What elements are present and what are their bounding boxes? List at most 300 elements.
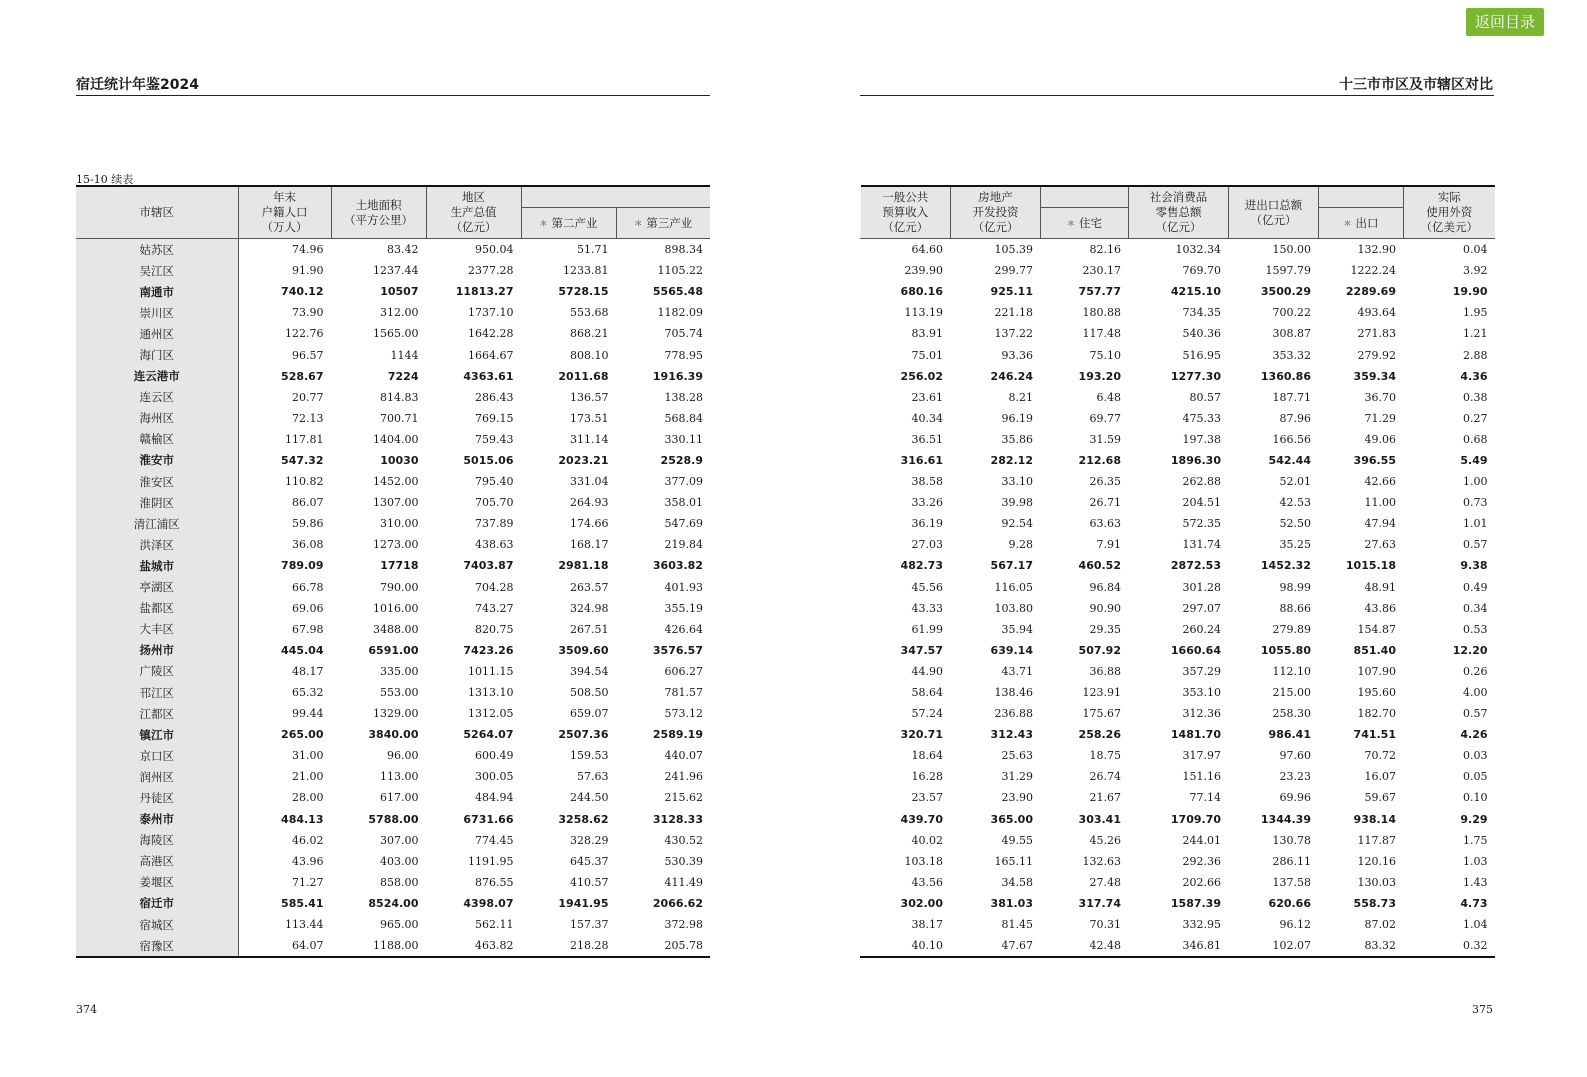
table-cell: 0.57 bbox=[1463, 707, 1488, 721]
table-row bbox=[861, 830, 1495, 851]
table-cell: 553.68 bbox=[570, 306, 609, 320]
table-row bbox=[861, 492, 1495, 513]
table-cell: 507.92 bbox=[1078, 643, 1121, 657]
table-cell: 1144 bbox=[390, 348, 419, 362]
table-cell: 33.26 bbox=[911, 496, 943, 510]
table-cell: 308.87 bbox=[1272, 327, 1311, 341]
table-cell: 262.88 bbox=[1182, 475, 1221, 489]
table-cell: 7423.26 bbox=[463, 643, 514, 657]
table-cell: 530.39 bbox=[664, 854, 703, 868]
table-cell: 1313.10 bbox=[468, 686, 514, 700]
district-name: 宿豫区 bbox=[76, 935, 238, 957]
table-cell: 99.44 bbox=[292, 707, 324, 721]
table-cell: 96.00 bbox=[387, 749, 419, 763]
table-cell: 938.14 bbox=[1353, 812, 1396, 826]
table-row bbox=[861, 661, 1495, 682]
col-header-district: 市辖区 bbox=[76, 186, 238, 239]
district-name: 江都区 bbox=[76, 703, 238, 724]
table-row bbox=[76, 239, 710, 261]
table-cell: 202.66 bbox=[1182, 875, 1221, 889]
table-cell: 6731.66 bbox=[463, 812, 514, 826]
district-name: 姑苏区 bbox=[76, 239, 238, 261]
table-cell: 9.38 bbox=[1460, 559, 1488, 573]
table-cell: 547.32 bbox=[281, 453, 324, 467]
back-to-contents-button[interactable]: 返回目录 bbox=[1466, 8, 1544, 36]
table-cell: 258.26 bbox=[1078, 728, 1121, 742]
table-cell: 157.37 bbox=[570, 918, 609, 932]
table-cell: 558.73 bbox=[1353, 896, 1396, 910]
table-cell: 0.53 bbox=[1463, 622, 1488, 636]
table-cell: 154.87 bbox=[1357, 622, 1396, 636]
table-cell: 790.00 bbox=[380, 580, 419, 594]
table-cell: 138.28 bbox=[664, 390, 703, 404]
table-cell: 26.71 bbox=[1089, 496, 1121, 510]
district-name: 姜堰区 bbox=[76, 872, 238, 893]
table-cell: 16.07 bbox=[1364, 770, 1396, 784]
table-cell: 585.41 bbox=[281, 896, 324, 910]
table-cell: 700.71 bbox=[380, 411, 419, 425]
district-name: 扬州市 bbox=[76, 640, 238, 661]
district-name: 清江浦区 bbox=[76, 513, 238, 534]
table-cell: 567.17 bbox=[990, 559, 1033, 573]
table-cell: 182.70 bbox=[1357, 707, 1396, 721]
table-row bbox=[861, 724, 1495, 745]
table-cell: 96.12 bbox=[1279, 918, 1311, 932]
table-cell: 35.94 bbox=[1001, 622, 1033, 636]
table-cell: 17718 bbox=[380, 559, 419, 573]
right-data-table bbox=[860, 185, 1495, 958]
table-cell: 396.55 bbox=[1353, 453, 1396, 467]
table-cell: 42.66 bbox=[1364, 475, 1396, 489]
table-cell: 1344.39 bbox=[1260, 812, 1311, 826]
table-cell: 645.37 bbox=[570, 854, 609, 868]
table-cell: 540.36 bbox=[1182, 327, 1221, 341]
table-cell: 320.71 bbox=[900, 728, 943, 742]
col-header-budget-revenue: 一般公共 预算收入 （亿元） bbox=[861, 186, 951, 239]
table-cell: 239.90 bbox=[904, 264, 943, 278]
table-cell: 7224 bbox=[387, 369, 419, 383]
table-cell: 740.12 bbox=[281, 285, 324, 299]
table-cell: 90.90 bbox=[1089, 601, 1121, 615]
table-cell: 120.16 bbox=[1357, 854, 1396, 868]
table-row bbox=[861, 534, 1495, 555]
table-cell: 573.12 bbox=[664, 707, 703, 721]
table-cell: 359.34 bbox=[1353, 369, 1396, 383]
table-cell: 965.00 bbox=[380, 918, 419, 932]
table-cell: 2011.68 bbox=[558, 369, 609, 383]
table-cell: 700.22 bbox=[1272, 306, 1311, 320]
table-cell: 92.54 bbox=[1001, 517, 1033, 531]
table-cell: 5.49 bbox=[1460, 453, 1488, 467]
table-cell: 96.19 bbox=[1001, 411, 1033, 425]
table-cell: 1.04 bbox=[1463, 918, 1488, 932]
table-cell: 279.92 bbox=[1357, 348, 1396, 362]
table-row bbox=[76, 935, 710, 957]
table-cell: 617.00 bbox=[380, 791, 419, 805]
district-name: 淮安市 bbox=[76, 450, 238, 471]
table-cell: 67.98 bbox=[292, 622, 324, 636]
table-cell: 1.00 bbox=[1463, 475, 1488, 489]
table-row bbox=[861, 893, 1495, 914]
table-cell: 244.50 bbox=[570, 791, 609, 805]
table-cell: 1565.00 bbox=[373, 327, 419, 341]
table-cell: 197.38 bbox=[1182, 432, 1221, 446]
table-row bbox=[861, 787, 1495, 808]
left-header-rule bbox=[76, 95, 710, 96]
table-row bbox=[861, 872, 1495, 893]
table-cell: 63.63 bbox=[1089, 517, 1121, 531]
table-cell: 365.00 bbox=[990, 812, 1033, 826]
table-cell: 553.00 bbox=[380, 686, 419, 700]
table-cell: 1452.00 bbox=[373, 475, 419, 489]
table-cell: 97.60 bbox=[1279, 749, 1311, 763]
table-cell: 868.21 bbox=[570, 327, 609, 341]
table-row bbox=[76, 429, 710, 450]
table-cell: 1709.70 bbox=[1170, 812, 1221, 826]
table-cell: 312.00 bbox=[380, 306, 419, 320]
table-cell: 69.96 bbox=[1279, 791, 1311, 805]
table-cell: 166.56 bbox=[1272, 432, 1311, 446]
table-cell: 410.57 bbox=[570, 875, 609, 889]
table-cell: 36.19 bbox=[911, 517, 943, 531]
table-cell: 12.20 bbox=[1452, 643, 1488, 657]
table-cell: 46.02 bbox=[292, 833, 324, 847]
table-cell: 74.96 bbox=[238, 239, 331, 261]
table-cell: 2023.21 bbox=[558, 453, 609, 467]
col-header-realestate-group bbox=[1041, 186, 1129, 208]
table-cell: 59.67 bbox=[1364, 791, 1396, 805]
table-cell: 130.78 bbox=[1272, 833, 1311, 847]
table-cell: 5015.06 bbox=[463, 453, 514, 467]
district-name: 海州区 bbox=[76, 408, 238, 429]
table-cell: 18.75 bbox=[1089, 749, 1121, 763]
table-cell: 572.35 bbox=[1182, 517, 1221, 531]
table-row bbox=[76, 809, 710, 830]
table-cell: 1360.86 bbox=[1260, 369, 1311, 383]
table-row bbox=[76, 914, 710, 935]
table-row bbox=[76, 640, 710, 661]
table-cell: 0.05 bbox=[1463, 770, 1488, 784]
table-cell: 103.18 bbox=[904, 854, 943, 868]
table-cell: 1452.32 bbox=[1260, 559, 1311, 573]
right-header-rule bbox=[860, 95, 1494, 96]
table-cell: 49.06 bbox=[1364, 432, 1396, 446]
table-cell: 331.04 bbox=[570, 475, 609, 489]
table-cell: 48.91 bbox=[1364, 580, 1396, 594]
table-row bbox=[76, 766, 710, 787]
table-cell: 482.73 bbox=[900, 559, 943, 573]
table-cell: 47.94 bbox=[1364, 517, 1396, 531]
table-cell: 47.67 bbox=[951, 935, 1041, 957]
table-cell: 547.69 bbox=[664, 517, 703, 531]
table-cell: 204.51 bbox=[1182, 496, 1221, 510]
table-row bbox=[76, 471, 710, 492]
table-cell: 40.34 bbox=[911, 411, 943, 425]
table-cell: 117.87 bbox=[1357, 833, 1396, 847]
table-cell: 5565.48 bbox=[652, 285, 703, 299]
table-cell: 69.06 bbox=[292, 601, 324, 615]
table-row bbox=[76, 513, 710, 534]
table-cell: 358.01 bbox=[664, 496, 703, 510]
table-cell: 1015.18 bbox=[1345, 559, 1396, 573]
table-cell: 29.35 bbox=[1089, 622, 1121, 636]
table-cell: 562.11 bbox=[475, 918, 514, 932]
table-cell: 20.77 bbox=[292, 390, 324, 404]
table-cell: 898.34 bbox=[616, 239, 710, 261]
table-cell: 1587.39 bbox=[1170, 896, 1221, 910]
table-cell: 31.59 bbox=[1089, 432, 1121, 446]
table-cell: 1307.00 bbox=[373, 496, 419, 510]
table-cell: 136.57 bbox=[570, 390, 609, 404]
table-cell: 3.92 bbox=[1463, 264, 1488, 278]
district-name: 镇江市 bbox=[76, 724, 238, 745]
district-name: 高港区 bbox=[76, 851, 238, 872]
table-cell: 440.07 bbox=[664, 749, 703, 763]
table-cell: 117.81 bbox=[285, 432, 324, 446]
table-cell: 851.40 bbox=[1353, 643, 1396, 657]
table-cell: 82.16 bbox=[1041, 239, 1129, 261]
table-cell: 38.17 bbox=[911, 918, 943, 932]
table-row bbox=[861, 703, 1495, 724]
table-cell: 43.86 bbox=[1364, 601, 1396, 615]
table-cell: 3603.82 bbox=[652, 559, 703, 573]
table-cell: 769.15 bbox=[475, 411, 514, 425]
table-cell: 1737.10 bbox=[468, 306, 514, 320]
table-cell: 42.48 bbox=[1041, 935, 1129, 957]
table-row bbox=[76, 682, 710, 703]
table-cell: 93.36 bbox=[1001, 348, 1033, 362]
table-cell: 215.00 bbox=[1272, 686, 1311, 700]
table-row bbox=[861, 682, 1495, 703]
table-cell: 83.32 bbox=[1319, 935, 1404, 957]
table-cell: 1055.80 bbox=[1260, 643, 1311, 657]
district-name: 赣榆区 bbox=[76, 429, 238, 450]
table-cell: 328.29 bbox=[570, 833, 609, 847]
col-header-population: 年末 户籍人口 （万人） bbox=[238, 186, 331, 239]
table-cell: 4.36 bbox=[1460, 369, 1488, 383]
table-cell: 950.04 bbox=[426, 239, 521, 261]
table-cell: 301.28 bbox=[1182, 580, 1221, 594]
table-row bbox=[76, 893, 710, 914]
table-cell: 51.71 bbox=[521, 239, 616, 261]
table-cell: 45.26 bbox=[1089, 833, 1121, 847]
table-cell: 302.00 bbox=[900, 896, 943, 910]
table-cell: 70.72 bbox=[1364, 749, 1396, 763]
left-page-number: 374 bbox=[76, 1003, 97, 1016]
table-cell: 260.24 bbox=[1182, 622, 1221, 636]
table-row bbox=[76, 260, 710, 281]
table-cell: 159.53 bbox=[570, 749, 609, 763]
table-cell: 282.12 bbox=[990, 453, 1033, 467]
left-page-header: 宿迁统计年鉴2024 bbox=[76, 77, 199, 93]
table-row bbox=[861, 555, 1495, 576]
table-cell: 4363.61 bbox=[463, 369, 514, 383]
table-cell: 542.44 bbox=[1268, 453, 1311, 467]
table-cell: 769.70 bbox=[1182, 264, 1221, 278]
table-cell: 40.10 bbox=[861, 935, 951, 957]
table-cell: 96.57 bbox=[292, 348, 324, 362]
table-cell: 1191.95 bbox=[468, 854, 514, 868]
district-name: 吴江区 bbox=[76, 260, 238, 281]
table-cell: 2507.36 bbox=[558, 728, 609, 742]
table-cell: 705.70 bbox=[475, 496, 514, 510]
table-cell: 0.04 bbox=[1404, 239, 1495, 261]
table-cell: 743.27 bbox=[475, 601, 514, 615]
table-cell: 77.14 bbox=[1189, 791, 1221, 805]
table-cell: 1.03 bbox=[1463, 854, 1488, 868]
table-cell: 75.01 bbox=[911, 348, 943, 362]
table-cell: 1896.30 bbox=[1170, 453, 1221, 467]
table-cell: 193.20 bbox=[1078, 369, 1121, 383]
table-cell: 81.45 bbox=[1001, 918, 1033, 932]
table-cell: 87.02 bbox=[1364, 918, 1396, 932]
district-name: 宿迁市 bbox=[76, 893, 238, 914]
table-cell: 528.67 bbox=[281, 369, 324, 383]
table-cell: 734.35 bbox=[1182, 306, 1221, 320]
table-cell: 741.51 bbox=[1353, 728, 1396, 742]
table-cell: 3258.62 bbox=[558, 812, 609, 826]
table-cell: 1642.28 bbox=[468, 327, 514, 341]
table-cell: 11.00 bbox=[1364, 496, 1396, 510]
col-header-trade-group bbox=[1319, 186, 1404, 208]
table-cell: 620.66 bbox=[1268, 896, 1311, 910]
district-name: 南通市 bbox=[76, 281, 238, 302]
table-row bbox=[76, 408, 710, 429]
table-cell: 876.55 bbox=[475, 875, 514, 889]
table-cell: 221.18 bbox=[994, 306, 1033, 320]
table-cell: 394.54 bbox=[570, 664, 609, 678]
table-cell: 52.50 bbox=[1279, 517, 1311, 531]
table-cell: 105.39 bbox=[951, 239, 1041, 261]
table-row bbox=[76, 366, 710, 387]
table-cell: 18.64 bbox=[911, 749, 943, 763]
table-cell: 2289.69 bbox=[1345, 285, 1396, 299]
table-row bbox=[861, 302, 1495, 323]
table-row bbox=[76, 872, 710, 893]
table-cell: 44.90 bbox=[911, 664, 943, 678]
table-cell: 0.10 bbox=[1463, 791, 1488, 805]
table-cell: 3500.29 bbox=[1260, 285, 1311, 299]
table-cell: 0.73 bbox=[1463, 496, 1488, 510]
table-cell: 2872.53 bbox=[1170, 559, 1221, 573]
table-row bbox=[861, 450, 1495, 471]
table-cell: 0.57 bbox=[1463, 538, 1488, 552]
table-cell: 80.57 bbox=[1189, 390, 1221, 404]
col-header-trade-total: 进出口总额 （亿元） bbox=[1229, 186, 1319, 239]
district-name: 大丰区 bbox=[76, 619, 238, 640]
table-cell: 43.71 bbox=[1001, 664, 1033, 678]
table-cell: 103.80 bbox=[994, 601, 1033, 615]
table-cell: 312.43 bbox=[990, 728, 1033, 742]
table-row bbox=[76, 534, 710, 555]
table-cell: 377.09 bbox=[664, 475, 703, 489]
table-row bbox=[861, 745, 1495, 766]
table-cell: 1597.79 bbox=[1265, 264, 1311, 278]
table-row bbox=[76, 598, 710, 619]
table-cell: 96.84 bbox=[1089, 580, 1121, 594]
district-name: 崇川区 bbox=[76, 302, 238, 323]
table-cell: 1941.95 bbox=[558, 896, 609, 910]
table-row bbox=[861, 239, 1495, 261]
table-cell: 303.41 bbox=[1078, 812, 1121, 826]
table-cell: 219.84 bbox=[664, 538, 703, 552]
table-cell: 28.00 bbox=[292, 791, 324, 805]
col-header-retail-sales: 社会消费品 零售总额 （亿元） bbox=[1129, 186, 1229, 239]
col-header-land-area: 土地面积 （平方公里） bbox=[331, 186, 426, 239]
table-cell: 0.26 bbox=[1463, 664, 1488, 678]
table-cell: 279.89 bbox=[1272, 622, 1311, 636]
table-cell: 508.50 bbox=[570, 686, 609, 700]
table-cell: 112.10 bbox=[1272, 664, 1311, 678]
table-cell: 212.68 bbox=[1078, 453, 1121, 467]
table-cell: 66.78 bbox=[292, 580, 324, 594]
table-cell: 43.56 bbox=[911, 875, 943, 889]
table-cell: 236.88 bbox=[994, 707, 1033, 721]
table-cell: 789.09 bbox=[281, 559, 324, 573]
table-row bbox=[861, 281, 1495, 302]
table-cell: 430.52 bbox=[664, 833, 703, 847]
table-cell: 475.33 bbox=[1182, 411, 1221, 425]
table-cell: 86.07 bbox=[292, 496, 324, 510]
table-cell: 35.86 bbox=[1001, 432, 1033, 446]
table-cell: 286.43 bbox=[475, 390, 514, 404]
table-cell: 1188.00 bbox=[331, 935, 426, 957]
table-row bbox=[76, 745, 710, 766]
table-row bbox=[861, 577, 1495, 598]
table-cell: 1660.64 bbox=[1170, 643, 1221, 657]
table-cell: 795.40 bbox=[475, 475, 514, 489]
table-cell: 10507 bbox=[380, 285, 419, 299]
table-cell: 401.93 bbox=[664, 580, 703, 594]
table-cell: 21.00 bbox=[292, 770, 324, 784]
table-cell: 1032.34 bbox=[1129, 239, 1229, 261]
table-cell: 241.96 bbox=[664, 770, 703, 784]
table-cell: 49.55 bbox=[1001, 833, 1033, 847]
table-cell: 165.11 bbox=[994, 854, 1033, 868]
table-cell: 72.13 bbox=[292, 411, 324, 425]
table-cell: 411.49 bbox=[664, 875, 703, 889]
table-cell: 600.49 bbox=[475, 749, 514, 763]
table-cell: 174.66 bbox=[570, 517, 609, 531]
table-cell: 10030 bbox=[380, 453, 419, 467]
table-cell: 2528.9 bbox=[660, 453, 703, 467]
table-cell: 31.29 bbox=[1001, 770, 1033, 784]
col-header-secondary: ＊ 第二产业 bbox=[521, 208, 616, 239]
table-cell: 35.25 bbox=[1279, 538, 1311, 552]
table-row bbox=[76, 555, 710, 576]
table-cell: 1016.00 bbox=[373, 601, 419, 615]
table-cell: 71.29 bbox=[1364, 411, 1396, 425]
table-cell: 61.99 bbox=[911, 622, 943, 636]
table-cell: 102.07 bbox=[1229, 935, 1319, 957]
table-cell: 263.57 bbox=[570, 580, 609, 594]
table-cell: 1.21 bbox=[1463, 327, 1488, 341]
district-name: 通州区 bbox=[76, 323, 238, 344]
table-cell: 36.88 bbox=[1089, 664, 1121, 678]
table-cell: 264.93 bbox=[570, 496, 609, 510]
table-row bbox=[861, 513, 1495, 534]
table-cell: 113.00 bbox=[380, 770, 419, 784]
table-cell: 132.90 bbox=[1319, 239, 1404, 261]
table-cell: 1481.70 bbox=[1170, 728, 1221, 742]
right-page-number: 375 bbox=[1472, 1003, 1493, 1016]
table-cell: 43.96 bbox=[292, 854, 324, 868]
table-cell: 372.98 bbox=[664, 918, 703, 932]
table-row bbox=[76, 492, 710, 513]
table-cell: 808.10 bbox=[570, 348, 609, 362]
table-cell: 2377.28 bbox=[468, 264, 514, 278]
table-cell: 316.61 bbox=[900, 453, 943, 467]
